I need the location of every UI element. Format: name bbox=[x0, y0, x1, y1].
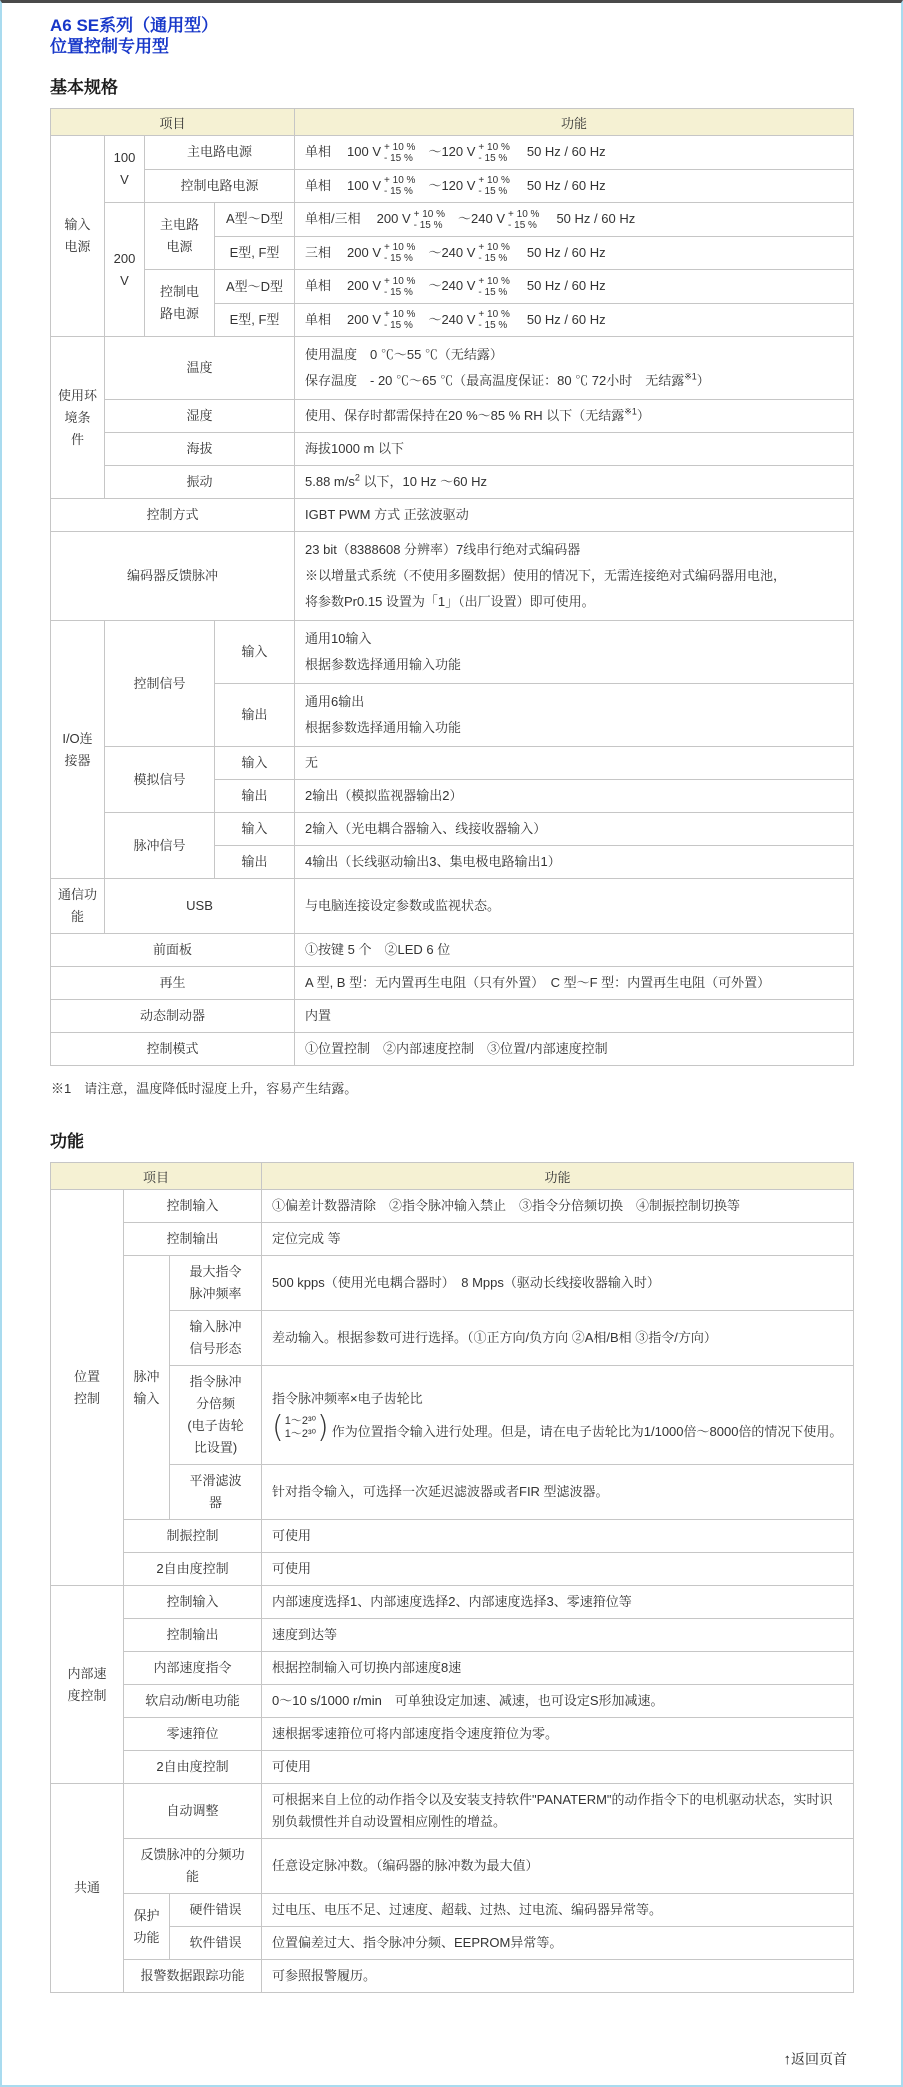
table-row bbox=[51, 1751, 854, 1784]
spec-label-cell: 输出 bbox=[215, 846, 295, 879]
table-row bbox=[51, 879, 854, 934]
spec-label-cell: 保护 功能 bbox=[124, 1894, 170, 1960]
spec-value-cell: 单相/三相 200 V + 10 % - 15 % ～240 V + 10 % - 15 % 50 Hz / 60 Hz bbox=[295, 203, 854, 237]
spec-value-cell: 500 kpps（使用光电耦合器时） 8 Mpps（驱动长线接收器输入时） bbox=[262, 1256, 854, 1311]
column-header-func: 功能 bbox=[262, 1163, 854, 1190]
spec-label-cell: 通信功能 bbox=[51, 879, 105, 934]
spec-label-cell: 硬件错误 bbox=[170, 1894, 262, 1927]
up-arrow-icon: ↑ bbox=[783, 2051, 791, 2069]
back-to-top-label: 返回页首 bbox=[791, 2051, 847, 2068]
tolerance-stack: + 10 % - 15 % bbox=[478, 309, 510, 332]
footnote-note1: ※1 请注意，温度降低时湿度上升，容易产生结露。 bbox=[51, 1081, 358, 1097]
table-row bbox=[51, 203, 854, 237]
spec-label-cell: A型～D型 bbox=[215, 270, 295, 304]
spec-label-cell: 内部速度指令 bbox=[124, 1652, 262, 1685]
spec-label-cell: 控制输出 bbox=[124, 1223, 262, 1256]
spec-label-cell: 再生 bbox=[51, 967, 295, 1000]
spec-value-cell: 定位完成 等 bbox=[262, 1223, 854, 1256]
table-row bbox=[51, 1586, 854, 1619]
spec-value-cell: 可参照报警履历。 bbox=[262, 1960, 854, 1993]
table-row bbox=[51, 532, 854, 621]
table-row bbox=[51, 1000, 854, 1033]
section-heading-basic-spec: 基本规格 bbox=[50, 78, 118, 97]
spec-label-cell: 制振控制 bbox=[124, 1520, 262, 1553]
spec-label-cell: 温度 bbox=[105, 337, 295, 400]
spec-label-cell: 输出 bbox=[215, 780, 295, 813]
spec-value-cell: 内置 bbox=[295, 1000, 854, 1033]
spec-label-cell: 100 V bbox=[105, 136, 145, 203]
spec-value-cell: 单相 200 V + 10 % - 15 % ～240 V + 10 % - 15 % 50 Hz / 60 Hz bbox=[295, 303, 854, 337]
function-table bbox=[50, 1162, 854, 1993]
spec-value-cell: 可使用 bbox=[262, 1520, 854, 1553]
spec-label-cell: 控制输出 bbox=[124, 1619, 262, 1652]
spec-value-cell: 2输出（模拟监视器输出2） bbox=[295, 780, 854, 813]
table-row bbox=[51, 1256, 854, 1311]
spec-label-cell: 控制电 路电源 bbox=[145, 270, 215, 337]
spec-value-cell: 三相 200 V + 10 % - 15 % ～240 V + 10 % - 15 % 50 Hz / 60 Hz bbox=[295, 236, 854, 270]
tolerance-stack: + 10 % - 15 % bbox=[413, 208, 446, 231]
spec-label-cell: A型～D型 bbox=[215, 203, 295, 237]
spec-label-cell: 2自由度控制 bbox=[124, 1751, 262, 1784]
table-row bbox=[51, 270, 854, 304]
function-table-host bbox=[50, 1162, 901, 1993]
spec-label-cell: 反馈脉冲的分频功 能 bbox=[124, 1839, 262, 1894]
back-to-top-container bbox=[50, 2049, 853, 2085]
spec-label-cell: 前面板 bbox=[51, 934, 295, 967]
spec-value-cell: ①按键 5 个 ②LED 6 位 bbox=[295, 934, 854, 967]
spec-label-cell: 模拟信号 bbox=[105, 747, 215, 813]
spec-value-cell: 指令脉冲频率×电子齿轮比 ( 1～2³⁰ 1～2³⁰ ) 作为位置指令输入进行处理。但是，请在电子齿轮比为1/1000倍～8000倍的情况下使用。 bbox=[262, 1366, 854, 1465]
table-row bbox=[51, 621, 854, 684]
table-row bbox=[51, 433, 854, 466]
spec-value-cell: 速度到达等 bbox=[262, 1619, 854, 1652]
spec-value-cell: 可使用 bbox=[262, 1751, 854, 1784]
tolerance-stack: + 10 % - 15 % bbox=[384, 242, 416, 265]
spec-label-cell: I/O连 接器 bbox=[51, 621, 105, 879]
table-row bbox=[51, 1685, 854, 1718]
spec-value-cell: A 型, B 型：无内置再生电阻（只有外置） C 型～F 型：内置再生电阻（可外置） bbox=[295, 967, 854, 1000]
page-content bbox=[2, 3, 901, 2085]
spec-value-cell: 差动输入。根据参数可进行选择。（①正方向/负方向 ②A相/B相 ③指令/方向） bbox=[262, 1311, 854, 1366]
spec-label-cell: 主电路电源 bbox=[145, 136, 295, 170]
spec-label-cell: USB bbox=[105, 879, 295, 934]
spec-value-cell: 使用、保存时都需保持在20 %～85 % RH 以下（无结露$^{※1}$） bbox=[295, 400, 854, 433]
spec-label-cell: 最大指令 脉冲频率 bbox=[170, 1256, 262, 1311]
table-row bbox=[51, 1033, 854, 1066]
spec-value-cell: ①偏差计数器清除 ②指令脉冲输入禁止 ③指令分倍频切换 ④制振控制切换等 bbox=[262, 1190, 854, 1223]
spec-value-cell: 内部速度选择1、内部速度选择2、内部速度选择3、零速箝位等 bbox=[262, 1586, 854, 1619]
spec-value-cell: 0～10 s/1000 r/min 可单独设定加速、减速，也可设定S形加减速。 bbox=[262, 1685, 854, 1718]
column-header-func: 功能 bbox=[295, 109, 854, 136]
spec-label-cell: 输入 bbox=[215, 813, 295, 846]
table-row bbox=[51, 967, 854, 1000]
tolerance-stack: + 10 % - 15 % bbox=[478, 141, 510, 164]
tolerance-stack: + 10 % - 15 % bbox=[384, 175, 416, 198]
spec-label-cell: 平滑滤波 器 bbox=[170, 1465, 262, 1520]
spec-label-cell: 控制输入 bbox=[124, 1190, 262, 1223]
spec-value-cell: 根据控制输入可切换内部速度8速 bbox=[262, 1652, 854, 1685]
spec-label-cell: 振动 bbox=[105, 466, 295, 499]
spec-value-cell: 5.88 $m/s^2$ 以下，10 Hz ～60 Hz bbox=[295, 466, 854, 499]
spec-value-cell: 针对指令输入，可选择一次延迟滤波器或者FIR 型滤波器。 bbox=[262, 1465, 854, 1520]
table-row bbox=[51, 1718, 854, 1751]
spec-label-cell: 控制方式 bbox=[51, 499, 295, 532]
spec-label-cell: 使用环境条 件 bbox=[51, 337, 105, 499]
spec-value-cell: 任意设定脉冲数。（编码器的脉冲数为最大值） bbox=[262, 1839, 854, 1894]
spec-label-cell: 内部速 度控制 bbox=[51, 1586, 124, 1784]
tolerance-stack: + 10 % - 15 % bbox=[384, 141, 416, 164]
spec-label-cell: 控制信号 bbox=[105, 621, 215, 747]
spec-label-cell: 湿度 bbox=[105, 400, 295, 433]
spec-label-cell: 输入 bbox=[215, 621, 295, 684]
spec-label-cell: 主电路 电源 bbox=[145, 203, 215, 270]
spec-label-cell: 输出 bbox=[215, 684, 295, 747]
column-header-item: 项目 bbox=[51, 1163, 262, 1190]
spec-label-cell: 输入 bbox=[215, 747, 295, 780]
table-row bbox=[51, 1839, 854, 1894]
basic-spec-table bbox=[50, 108, 854, 1066]
electronic-gear-ratio-fraction: ( 1～2³⁰ 1～2³⁰ ) bbox=[272, 1410, 329, 1446]
tolerance-stack: + 10 % - 15 % bbox=[478, 242, 510, 265]
spec-value-cell: 4输出（长线驱动输出3、集电极电路输出1） bbox=[295, 846, 854, 879]
table-row bbox=[51, 1553, 854, 1586]
spec-label-cell: 位置 控制 bbox=[51, 1190, 124, 1586]
spec-value-cell: 单相 100 V + 10 % - 15 % ～120 V + 10 % - 15 % 50 Hz / 60 Hz bbox=[295, 169, 854, 203]
page-title-line2: 位置控制专用型 bbox=[50, 37, 169, 56]
spec-label-cell: 2自由度控制 bbox=[124, 1553, 262, 1586]
spec-value-cell: 使用温度 0 ℃～55 ℃（无结露） 保存温度 - 20 ℃～65 ℃（最高温度保证：80 ℃ 72小时 无结露$^{※1}$） bbox=[295, 337, 854, 400]
spec-value-cell: 通用10输入 根据参数选择通用输入功能 bbox=[295, 621, 854, 684]
superscript-note: 2 bbox=[354, 473, 360, 484]
table-row bbox=[51, 1894, 854, 1927]
spec-value-cell: 海拔1000 m 以下 bbox=[295, 433, 854, 466]
spec-value-cell: 速根据零速箝位可将内部速度指令速度箝位为零。 bbox=[262, 1718, 854, 1751]
spec-value-cell: 无 bbox=[295, 747, 854, 780]
spec-value-cell: 位置偏差过大、指令脉冲分频、EEPROM异常等。 bbox=[262, 1927, 854, 1960]
table-row bbox=[51, 1465, 854, 1520]
tolerance-stack: + 10 % - 15 % bbox=[478, 275, 510, 298]
spec-label-cell: 自动调整 bbox=[124, 1784, 262, 1839]
spec-value-cell: 可根据来自上位的动作指令以及安装支持软件"PANATERM"的动作指令下的电机驱动状态，实时识别负载惯性并自动设置相应刚性的增益。 bbox=[262, 1784, 854, 1839]
spec-label-cell: E型, F型 bbox=[215, 236, 295, 270]
spec-label-cell: 脉冲 输入 bbox=[124, 1256, 170, 1520]
spec-label-cell: 共通 bbox=[51, 1784, 124, 1993]
spec-value-cell: 单相 100 V + 10 % - 15 % ～120 V + 10 % - 15 % 50 Hz / 60 Hz bbox=[295, 136, 854, 170]
spec-label-cell: 脉冲信号 bbox=[105, 813, 215, 879]
tolerance-stack: + 10 % - 15 % bbox=[508, 208, 540, 231]
superscript-note: ※1 bbox=[624, 407, 637, 418]
basic-spec-table-host bbox=[50, 108, 901, 1066]
table-row bbox=[51, 1927, 854, 1960]
table-row bbox=[51, 136, 854, 170]
spec-value-cell: 过电压、电压不足、过速度、超载、过热、过电流、编码器异常等。 bbox=[262, 1894, 854, 1927]
spec-value-cell: 通用6输出 根据参数选择通用输入功能 bbox=[295, 684, 854, 747]
spec-label-cell: 软件错误 bbox=[170, 1927, 262, 1960]
table-row bbox=[51, 400, 854, 433]
spec-label-cell: 200 V bbox=[105, 203, 145, 337]
spec-value-cell: 可使用 bbox=[262, 1553, 854, 1586]
tolerance-stack: + 10 % - 15 % bbox=[384, 309, 416, 332]
tolerance-stack: + 10 % - 15 % bbox=[478, 175, 510, 198]
spec-value-cell: 单相 200 V + 10 % - 15 % ～240 V + 10 % - 15 % 50 Hz / 60 Hz bbox=[295, 270, 854, 304]
table-row bbox=[51, 813, 854, 846]
spec-label-cell: 编码器反馈脉冲 bbox=[51, 532, 295, 621]
spec-label-cell: 软启动/断电功能 bbox=[124, 1685, 262, 1718]
table-row bbox=[51, 169, 854, 203]
back-to-top-link[interactable] bbox=[784, 2051, 848, 2067]
spec-value-cell: 23 bit（8388608 分辨率）7线串行绝对式编码器 ※以增量式系统（不使用多圈数据）使用的情况下，无需连接绝对式编码器用电池， 将参数Pr0.15 设置为「1」（出厂设置）即可使用。 bbox=[295, 532, 854, 621]
table-row bbox=[51, 747, 854, 780]
table-row bbox=[51, 1311, 854, 1366]
spec-value-cell: ①位置控制 ②内部速度控制 ③位置/内部速度控制 bbox=[295, 1033, 854, 1066]
spec-label-cell: 海拔 bbox=[105, 433, 295, 466]
table-row bbox=[51, 1190, 854, 1223]
table-row bbox=[51, 1520, 854, 1553]
page-title-line1: A6 SE系列（通用型） bbox=[50, 16, 219, 35]
spec-label-cell: 报警数据跟踪功能 bbox=[124, 1960, 262, 1993]
spec-label-cell: 控制电路电源 bbox=[145, 169, 295, 203]
section-heading-function: 功能 bbox=[50, 1132, 84, 1152]
tolerance-stack: + 10 % - 15 % bbox=[384, 275, 416, 298]
spec-label-cell: 控制模式 bbox=[51, 1033, 295, 1066]
table-row bbox=[51, 337, 854, 400]
table-row bbox=[51, 1366, 854, 1465]
table-row bbox=[51, 1619, 854, 1652]
table-row bbox=[51, 1223, 854, 1256]
spec-label-cell: 输入脉冲 信号形态 bbox=[170, 1311, 262, 1366]
table-row bbox=[51, 1652, 854, 1685]
superscript-note: ※1 bbox=[684, 372, 697, 383]
spec-label-cell: 指令脉冲 分倍频 (电子齿轮 比设置) bbox=[170, 1366, 262, 1465]
spec-label-cell: 动态制动器 bbox=[51, 1000, 295, 1033]
spec-label-cell: 控制输入 bbox=[124, 1586, 262, 1619]
spec-value-cell: 与电脑连接设定参数或监视状态。 bbox=[295, 879, 854, 934]
table-row bbox=[51, 499, 854, 532]
spec-label-cell: 零速箝位 bbox=[124, 1718, 262, 1751]
spec-value-cell: IGBT PWM 方式 正弦波驱动 bbox=[295, 499, 854, 532]
spec-label-cell: E型, F型 bbox=[215, 303, 295, 337]
table-row bbox=[51, 1784, 854, 1839]
column-header-item: 项目 bbox=[51, 109, 295, 136]
spec-label-cell: 输入 电源 bbox=[51, 136, 105, 337]
table-row bbox=[51, 466, 854, 499]
spec-value-cell: 2输入（光电耦合器输入、线接收器输入） bbox=[295, 813, 854, 846]
table-row bbox=[51, 934, 854, 967]
